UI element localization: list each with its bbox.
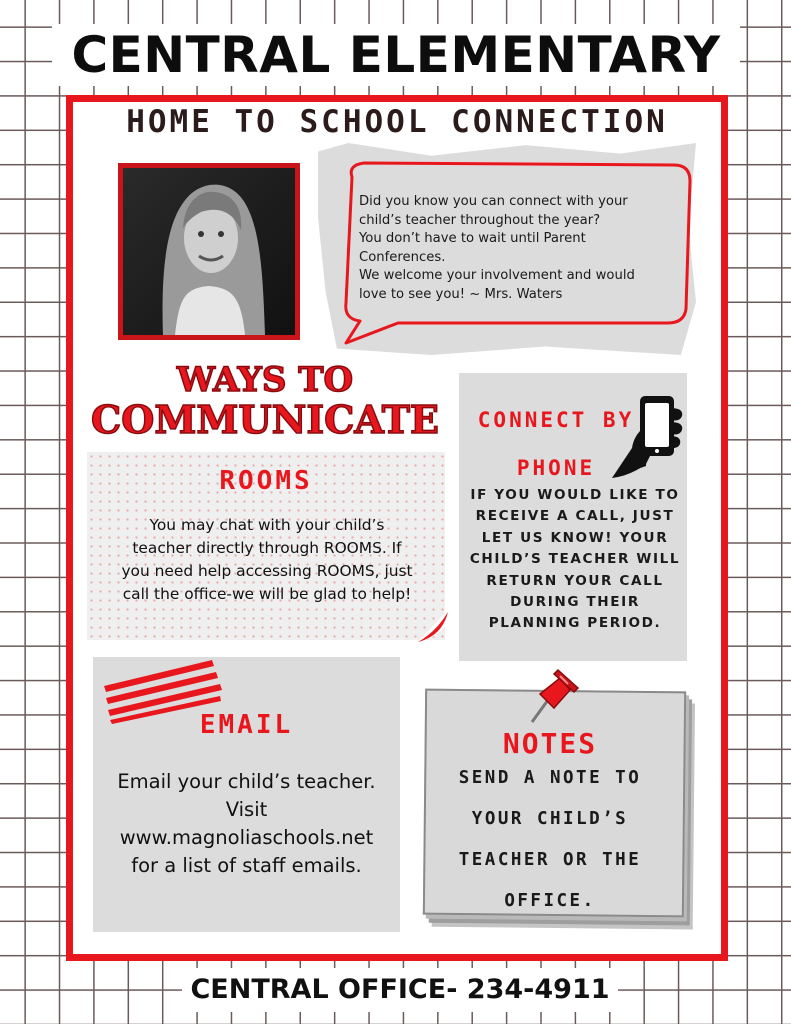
rooms-line: You may chat with your child’s bbox=[149, 516, 385, 534]
ways-heading-line1: WAYS TO bbox=[176, 360, 354, 400]
notes-line: TEACHER OR THE bbox=[458, 850, 642, 870]
email-line: for a list of staff emails. bbox=[131, 854, 362, 877]
phone-line: RECEIVE A CALL, JUST bbox=[475, 508, 675, 525]
school-title: CENTRAL ELEMENTARY bbox=[52, 24, 740, 86]
email-title: EMAIL bbox=[199, 710, 294, 740]
notes-line: YOUR CHILD’S bbox=[471, 809, 629, 829]
phone-title-line2: PHONE bbox=[516, 456, 596, 480]
email-line: Email your child’s teacher. bbox=[117, 770, 376, 793]
teacher-photo bbox=[118, 163, 300, 340]
intro-line: child’s teacher throughout the year? bbox=[359, 212, 601, 228]
phone-title-line1: CONNECT BY bbox=[477, 408, 635, 432]
central-office-phone: CENTRAL OFFICE- 234-4911 bbox=[182, 968, 618, 1012]
phone-line: CHILD’S TEACHER WILL bbox=[469, 551, 681, 568]
rooms-text bbox=[92, 514, 442, 606]
flyer-subtitle: HOME TO SCHOOL CONNECTION bbox=[126, 104, 668, 140]
phone-line: IF YOU WOULD LIKE TO bbox=[470, 487, 680, 503]
email-line: Visit bbox=[225, 798, 268, 821]
phone-hand-icon bbox=[610, 394, 686, 480]
ways-heading bbox=[84, 360, 446, 440]
phone-line: PLANNING PERIOD. bbox=[488, 615, 662, 632]
teacher-photo-image bbox=[123, 168, 295, 335]
notes-line: OFFICE. bbox=[504, 891, 596, 911]
page-curl-icon bbox=[418, 610, 448, 642]
phone-line: LET US KNOW! YOUR bbox=[481, 529, 669, 546]
notes-text bbox=[438, 758, 662, 922]
intro-line: Conferences. bbox=[359, 249, 446, 265]
notes-line: SEND A NOTE TO bbox=[458, 768, 642, 788]
rooms-title: ROOMS bbox=[219, 466, 313, 496]
phone-text bbox=[462, 485, 688, 635]
intro-message bbox=[359, 193, 669, 305]
rooms-line: call the office-we will be glad to help! bbox=[122, 585, 412, 603]
intro-line: Did you know you can connect with your bbox=[359, 194, 628, 209]
rooms-line: you need help accessing ROOMS, just bbox=[121, 562, 413, 580]
ways-heading-line2: COMMUNICATE bbox=[90, 397, 439, 442]
intro-line: You don’t have to wait until Parent bbox=[359, 231, 586, 247]
email-website: www.magnoliaschools.net bbox=[119, 826, 374, 849]
push-pin-icon bbox=[520, 660, 584, 726]
phone-line: DURING THEIR bbox=[510, 594, 640, 611]
rooms-line: teacher directly through ROOMS. If bbox=[132, 539, 402, 557]
notes-title: NOTES bbox=[502, 727, 598, 760]
intro-line: We welcome your involvement and would bbox=[359, 268, 635, 284]
intro-line: love to see you! ~ Mrs. Waters bbox=[359, 286, 563, 302]
phone-line: RETURN YOUR CALL bbox=[486, 572, 664, 589]
email-text bbox=[93, 768, 400, 880]
teacher-portrait-icon bbox=[123, 168, 295, 335]
